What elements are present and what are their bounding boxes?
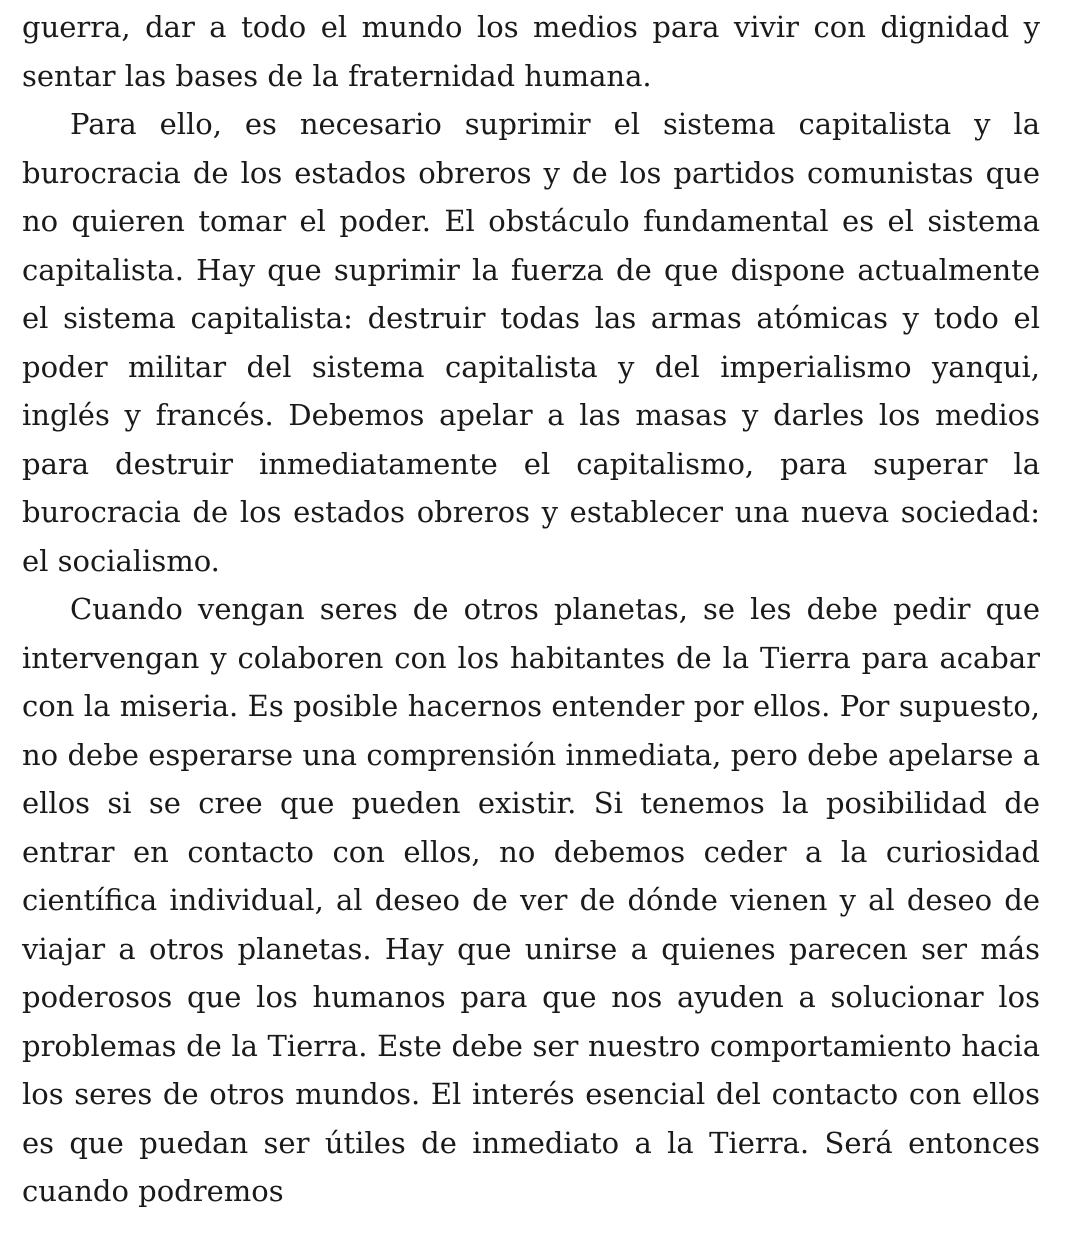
document-page [22, 3, 1040, 1216]
paragraph-1: guerra, dar a todo el mundo los medios para vivir con dignidad y sentar las bases de la fraternidad humana. [22, 10, 1040, 93]
paragraph-3: Cuando vengan seres de otros planetas, se les debe pedir que intervengan y colaboren con los habitantes de la Tierra para acabar con la miseria. Es posible hacernos entender por ellos. Por supuesto, no debe esperarse una comprensión inmediata, pero debe apelarse a ellos si se cree que pueden existir. Si tenemos la posibilidad de entrar en contacto con ellos, no debemos ceder a la curiosidad científica individual, al deseo de ver de dónde vienen y al deseo de viajar a otros planetas. Hay que unirse a quienes parecen ser más poderosos que los humanos para que nos ayuden a solucionar los problemas de la Tierra. Este debe ser nuestro comportamiento hacia los seres de otros mundos. El interés esencial del contacto con ellos es que puedan ser útiles de inmediato a la Tierra. Será entonces cuando podremos [22, 592, 1040, 1208]
paragraph-2: Para ello, es necesario suprimir el sistema capitalista y la burocracia de los estados obreros y de los partidos comunistas que no quieren tomar el poder. El obstáculo fundamental es el sistema capitalista. Hay que suprimir la fuerza de que dispone actualmente el sistema capitalista: destruir todas las armas atómicas y todo el poder militar del sistema capitalista y del imperialismo yanqui, inglés y francés. Debemos apelar a las masas y darles los medios para destruir inmediatamente el capitalismo, para superar la burocracia de los estados obreros y establecer una nueva sociedad: el socialismo. [22, 107, 1040, 578]
